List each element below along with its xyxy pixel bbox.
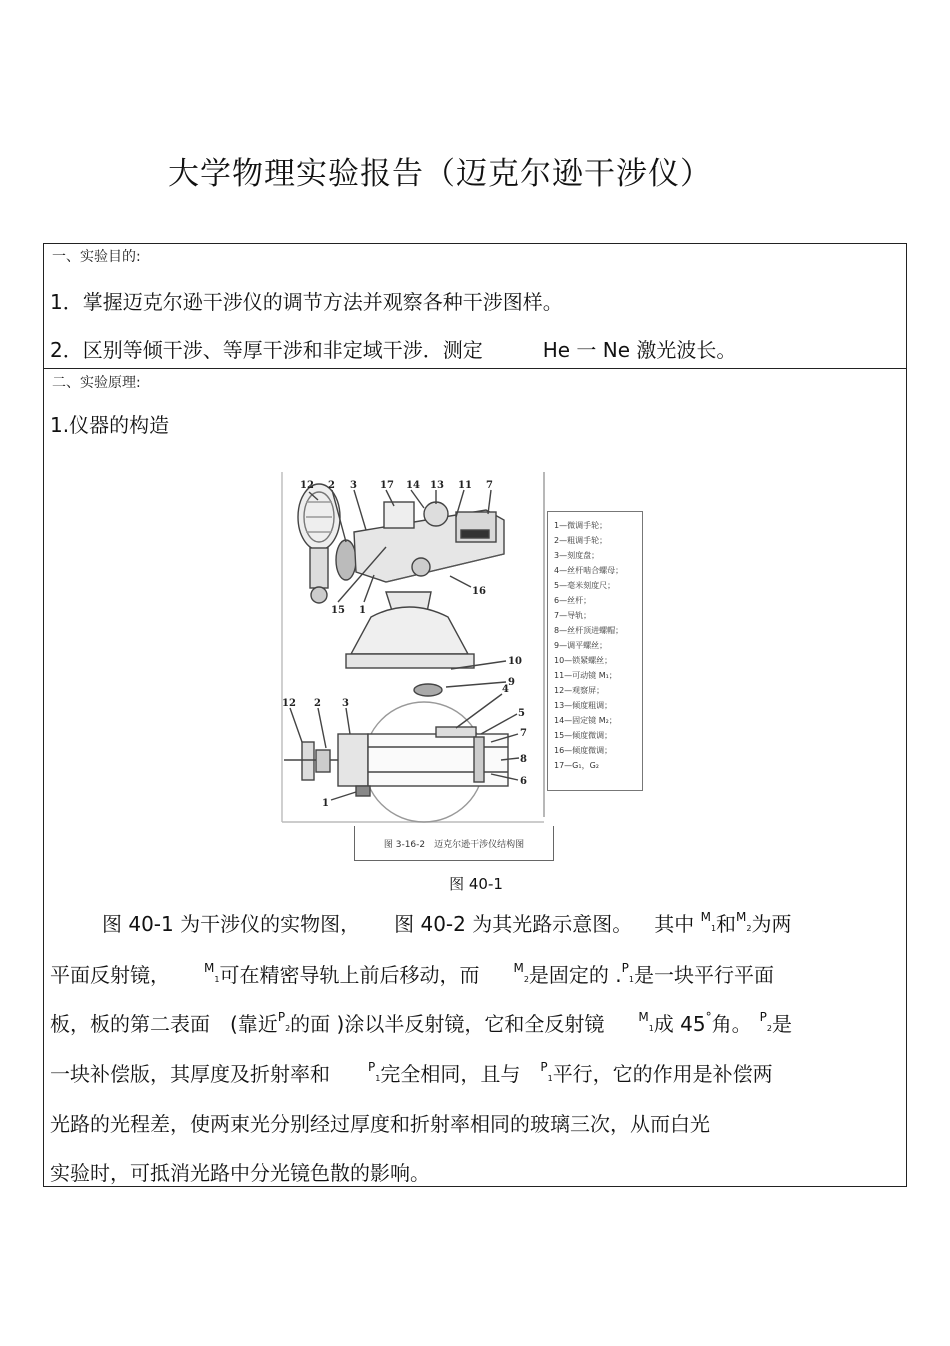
para-text: 是固定的 . (528, 963, 622, 987)
mirror-m2-symbol: M (736, 910, 747, 924)
plate-p2-sub: 2 (766, 1024, 772, 1033)
figure-label: 图 40-1 (449, 875, 503, 893)
para-line-6: 实验时，可抵消光路中分光镜色散的影响。 (50, 1161, 430, 1185)
plate-p1-sub: 1 (375, 1074, 381, 1083)
para-text: 平行，它的作用是补偿两 (552, 1062, 773, 1086)
callout-label: 9 (508, 677, 515, 688)
callout-label: 3 (342, 698, 349, 709)
para-text: 图 40-2 为其光路示意图。 (394, 912, 633, 936)
figure-legend (547, 511, 643, 791)
callout-label: 15 (331, 605, 345, 616)
legend-item: 16—倾度微调； (554, 746, 613, 755)
para-text: 为两 (751, 912, 792, 936)
mirror-m1-symbol: M (638, 1010, 649, 1024)
purpose-item-2 (50, 334, 736, 363)
figure-inner-caption: 图 3-16-2 迈克尔逊干涉仪结构图 (354, 826, 554, 861)
callout-label: 14 (406, 480, 420, 491)
plate-p2-symbol: P (277, 1010, 286, 1024)
legend-item: 3—刻度盘； (554, 551, 600, 560)
legend-item: 13—倾度粗调； (554, 701, 613, 710)
callout-label: 5 (518, 708, 525, 719)
para-text: 和 (716, 912, 737, 936)
purpose-item-2-text: 2．区别等倾干涉、等厚干涉和非定域干涉．测定 (50, 338, 483, 362)
legend-item: 1—微调手轮； (554, 521, 608, 530)
para-line-1 (102, 908, 791, 937)
callout-label: 1 (322, 798, 329, 809)
report-table (43, 243, 907, 1187)
callout-label: 8 (520, 754, 527, 765)
plate-p2-sub: 2 (285, 1024, 291, 1033)
legend-item: 9—调平螺丝； (554, 641, 608, 650)
mirror-m1-symbol: M (700, 910, 711, 924)
callout-label: 1 (359, 605, 366, 616)
para-text: 一块补偿版，其厚度及折射率和 (50, 1062, 330, 1086)
callout-label: 6 (520, 776, 527, 787)
para-line-4 (50, 1058, 773, 1087)
plate-p1-symbol: P (368, 1060, 376, 1074)
legend-item: 7—导轨； (554, 611, 592, 620)
legend-item: 14—固定镜 M₂； (554, 716, 617, 725)
section-principle-heading: 二、实验原理: (52, 375, 141, 391)
callout-label: 12 (282, 698, 296, 709)
legend-item: 2—粗调手轮； (554, 536, 608, 545)
plate-p1-symbol: P (621, 961, 629, 975)
para-text: 成 45 (653, 1012, 706, 1036)
callout-label: 13 (430, 480, 444, 491)
para-line-2 (50, 959, 774, 988)
legend-item: 6—丝杆； (554, 596, 592, 605)
callout-label: 16 (472, 586, 486, 597)
mirror-m1-symbol: M (204, 961, 215, 975)
legend-item: 11—可动镜 M₁； (554, 671, 617, 680)
para-text: 角。 (711, 1012, 752, 1036)
mirror-m2-symbol: M (513, 961, 524, 975)
para-text: 是一块平行平面 (633, 963, 774, 987)
callout-label: 4 (502, 684, 509, 695)
para-text: 是 (771, 1012, 792, 1036)
legend-item: 5—毫米刻度尺； (554, 581, 616, 590)
purpose-item-1: 1．掌握迈克尔逊干涉仪的调节方法并观察各种干涉图样。 (50, 290, 563, 314)
plate-p1-sub: 1 (628, 975, 634, 984)
plate-p1-symbol: P (540, 1060, 548, 1074)
callout-label: 2 (314, 698, 321, 709)
para-text: 完全相同，且与 (380, 1062, 521, 1086)
mirror-m2-sub: 2 (746, 924, 752, 933)
callout-label: 11 (458, 480, 472, 491)
legend-item: 4—丝杆啮合螺母； (554, 566, 624, 575)
mirror-m1-sub: 1 (648, 1024, 654, 1033)
para-line-3 (50, 1008, 792, 1037)
mirror-m1-sub: 1 (710, 924, 717, 933)
para-text: 可在精密导轨上前后移动，而 (219, 963, 480, 987)
degree-symbol: ° (705, 1010, 712, 1024)
callout-label: 7 (486, 480, 493, 491)
legend-item: 8—丝杆顶进螺帽； (554, 626, 624, 635)
mirror-m1-sub: 1 (214, 975, 220, 984)
plate-p2-symbol: P (759, 1010, 767, 1024)
para-text: 图 40-1 为干涉仪的实物图， (102, 912, 361, 936)
legend-item: 17—G₁，G₂ (554, 761, 599, 770)
callout-label: 17 (380, 480, 394, 491)
instrument-structure-heading: 1.仪器的构造 (50, 413, 170, 437)
purpose-item-2-laser: He 一 Ne 激光波长。 (542, 338, 737, 362)
callout-label: 3 (350, 480, 357, 491)
para-text: 的面 )涂以半反射镜，它和全反射镜 (290, 1012, 605, 1036)
callout-label: 2 (328, 480, 335, 491)
callout-label: 12 (300, 480, 314, 491)
para-text: 其中 (654, 912, 695, 936)
plate-p1-sub: 1 (547, 1074, 553, 1083)
para-text: 板，板的第二表面 (靠近 (50, 1012, 278, 1036)
legend-item: 10—锁紧螺丝； (554, 656, 613, 665)
para-line-5: 光路的光程差，使两束光分别经过厚度和折射率相同的玻璃三次，从而白光 (50, 1112, 710, 1136)
page-title: 大学物理实验报告（迈克尔逊干涉仪） (168, 156, 712, 192)
legend-item: 15—倾度微调； (554, 731, 613, 740)
callout-label: 10 (508, 656, 522, 667)
section-purpose-heading: 一、实验目的: (52, 249, 141, 265)
section-purpose (44, 244, 906, 369)
callout-label: 7 (520, 728, 527, 739)
legend-item: 12—观察屏； (554, 686, 605, 695)
para-text: 平面反射镜， (50, 963, 170, 987)
mirror-m2-sub: 2 (523, 975, 529, 984)
